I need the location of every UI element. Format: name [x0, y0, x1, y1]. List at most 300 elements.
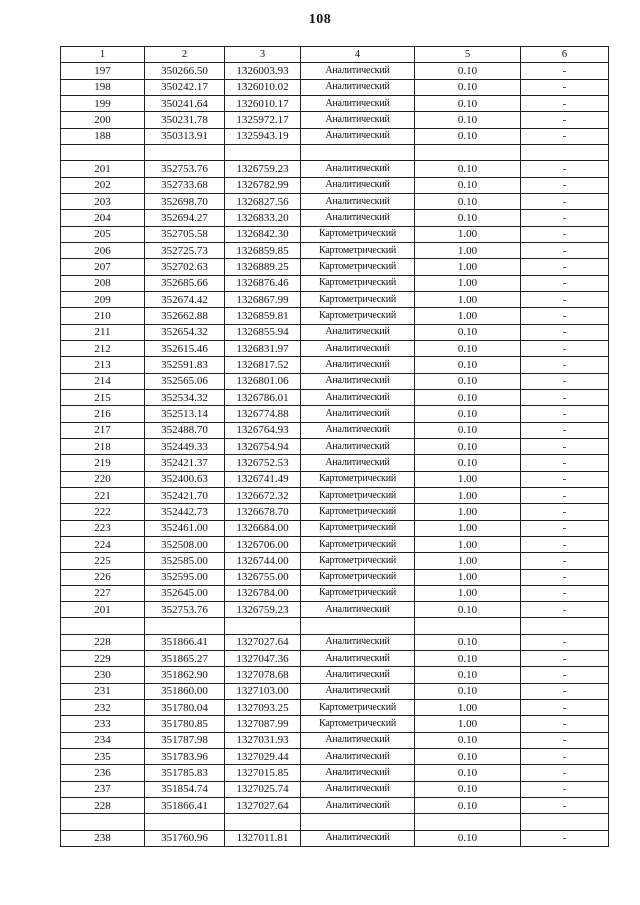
point-number-cell: 217	[61, 422, 145, 438]
point-number-cell: 188	[61, 128, 145, 144]
table-row	[61, 438, 609, 454]
note-cell: -	[521, 683, 609, 699]
x-coordinate-cell: 351780.04	[145, 700, 225, 716]
x-coordinate-cell: 351860.00	[145, 683, 225, 699]
note-cell: -	[521, 389, 609, 405]
y-coordinate-cell: 1326889.25	[225, 259, 301, 275]
coordinates-table	[60, 46, 609, 847]
y-coordinate-cell	[225, 144, 301, 160]
method-cell: Аналитический	[301, 357, 415, 373]
table-row	[61, 259, 609, 275]
accuracy-cell: 1.00	[415, 585, 521, 601]
header-cell: 1	[61, 47, 145, 63]
accuracy-cell: 0.10	[415, 683, 521, 699]
y-coordinate-cell: 1326010.02	[225, 79, 301, 95]
table-row	[61, 830, 609, 846]
table-row	[61, 226, 609, 242]
method-cell: Аналитический	[301, 798, 415, 814]
note-cell: -	[521, 749, 609, 765]
method-cell: Картометрический	[301, 716, 415, 732]
y-coordinate-cell: 1326827.56	[225, 193, 301, 209]
x-coordinate-cell	[145, 618, 225, 634]
y-coordinate-cell: 1326744.00	[225, 553, 301, 569]
y-coordinate-cell: 1326759.23	[225, 161, 301, 177]
note-cell: -	[521, 95, 609, 111]
x-coordinate-cell: 352461.00	[145, 520, 225, 536]
accuracy-cell: 0.10	[415, 373, 521, 389]
point-number-cell: 199	[61, 95, 145, 111]
point-number-cell: 225	[61, 553, 145, 569]
accuracy-cell: 1.00	[415, 226, 521, 242]
separator-row	[61, 814, 609, 830]
point-number-cell: 224	[61, 536, 145, 552]
x-coordinate-cell: 352595.00	[145, 569, 225, 585]
point-number-cell: 223	[61, 520, 145, 536]
method-cell: Аналитический	[301, 406, 415, 422]
note-cell: -	[521, 291, 609, 307]
method-cell: Аналитический	[301, 210, 415, 226]
point-number-cell: 202	[61, 177, 145, 193]
y-coordinate-cell: 1326774.88	[225, 406, 301, 422]
note-cell: -	[521, 161, 609, 177]
note-cell: -	[521, 765, 609, 781]
y-coordinate-cell: 1327015.85	[225, 765, 301, 781]
note-cell: -	[521, 471, 609, 487]
x-coordinate-cell: 351866.41	[145, 634, 225, 650]
point-number-cell: 208	[61, 275, 145, 291]
header-cell: 4	[301, 47, 415, 63]
table-row	[61, 406, 609, 422]
method-cell: Аналитический	[301, 63, 415, 79]
note-cell: -	[521, 340, 609, 356]
note-cell: -	[521, 569, 609, 585]
x-coordinate-cell: 351780.85	[145, 716, 225, 732]
note-cell: -	[521, 406, 609, 422]
note-cell: -	[521, 553, 609, 569]
method-cell: Аналитический	[301, 667, 415, 683]
x-coordinate-cell: 351787.98	[145, 732, 225, 748]
y-coordinate-cell: 1326859.81	[225, 308, 301, 324]
method-cell: Аналитический	[301, 340, 415, 356]
note-cell: -	[521, 422, 609, 438]
table-row	[61, 781, 609, 797]
point-number-cell: 204	[61, 210, 145, 226]
x-coordinate-cell: 352513.14	[145, 406, 225, 422]
x-coordinate-cell: 352488.70	[145, 422, 225, 438]
y-coordinate-cell: 1326752.53	[225, 455, 301, 471]
point-number-cell: 228	[61, 798, 145, 814]
x-coordinate-cell: 352674.42	[145, 291, 225, 307]
method-cell: Аналитический	[301, 193, 415, 209]
method-cell: Аналитический	[301, 602, 415, 618]
point-number-cell: 214	[61, 373, 145, 389]
x-coordinate-cell: 352565.06	[145, 373, 225, 389]
y-coordinate-cell: 1326741.49	[225, 471, 301, 487]
method-cell: Аналитический	[301, 112, 415, 128]
table-row	[61, 569, 609, 585]
accuracy-cell: 1.00	[415, 520, 521, 536]
note-cell: -	[521, 536, 609, 552]
point-number-cell: 201	[61, 161, 145, 177]
accuracy-cell: 0.10	[415, 406, 521, 422]
y-coordinate-cell: 1327087.99	[225, 716, 301, 732]
accuracy-cell: 0.10	[415, 128, 521, 144]
accuracy-cell: 0.10	[415, 161, 521, 177]
method-cell: Картометрический	[301, 308, 415, 324]
note-cell: -	[521, 602, 609, 618]
y-coordinate-cell: 1326003.93	[225, 63, 301, 79]
point-number-cell: 238	[61, 830, 145, 846]
method-cell: Аналитический	[301, 438, 415, 454]
note-cell: -	[521, 455, 609, 471]
y-coordinate-cell: 1327103.00	[225, 683, 301, 699]
method-cell: Аналитический	[301, 389, 415, 405]
method-cell	[301, 144, 415, 160]
note-cell: -	[521, 128, 609, 144]
x-coordinate-cell: 351785.83	[145, 765, 225, 781]
x-coordinate-cell: 352615.46	[145, 340, 225, 356]
table-row	[61, 324, 609, 340]
header-cell: 6	[521, 47, 609, 63]
y-coordinate-cell: 1327027.64	[225, 798, 301, 814]
accuracy-cell: 1.00	[415, 308, 521, 324]
point-number-cell: 215	[61, 389, 145, 405]
point-number-cell: 219	[61, 455, 145, 471]
y-coordinate-cell: 1326672.32	[225, 487, 301, 503]
table-row	[61, 683, 609, 699]
method-cell: Картометрический	[301, 291, 415, 307]
accuracy-cell: 1.00	[415, 569, 521, 585]
y-coordinate-cell: 1327078.68	[225, 667, 301, 683]
point-number-cell: 211	[61, 324, 145, 340]
y-coordinate-cell: 1326706.00	[225, 536, 301, 552]
note-cell: -	[521, 504, 609, 520]
y-coordinate-cell: 1327011.81	[225, 830, 301, 846]
method-cell: Картометрический	[301, 569, 415, 585]
page-number: 108	[308, 12, 332, 27]
x-coordinate-cell: 351866.41	[145, 798, 225, 814]
note-cell: -	[521, 63, 609, 79]
note-cell	[521, 618, 609, 634]
accuracy-cell: 0.10	[415, 324, 521, 340]
point-number-cell: 228	[61, 634, 145, 650]
x-coordinate-cell: 352442.73	[145, 504, 225, 520]
note-cell: -	[521, 716, 609, 732]
accuracy-cell: 1.00	[415, 259, 521, 275]
accuracy-cell: 0.10	[415, 177, 521, 193]
y-coordinate-cell: 1326855.94	[225, 324, 301, 340]
y-coordinate-cell: 1326764.93	[225, 422, 301, 438]
x-coordinate-cell: 352449.33	[145, 438, 225, 454]
accuracy-cell: 0.10	[415, 602, 521, 618]
y-coordinate-cell: 1325972.17	[225, 112, 301, 128]
accuracy-cell: 1.00	[415, 700, 521, 716]
note-cell: -	[521, 112, 609, 128]
point-number-cell: 206	[61, 242, 145, 258]
point-number-cell: 232	[61, 700, 145, 716]
table-row	[61, 520, 609, 536]
table-row	[61, 765, 609, 781]
x-coordinate-cell: 352698.70	[145, 193, 225, 209]
y-coordinate-cell: 1326759.23	[225, 602, 301, 618]
x-coordinate-cell: 351854.74	[145, 781, 225, 797]
accuracy-cell: 0.10	[415, 455, 521, 471]
accuracy-cell: 1.00	[415, 487, 521, 503]
method-cell: Картометрический	[301, 275, 415, 291]
note-cell: -	[521, 487, 609, 503]
table-row	[61, 275, 609, 291]
x-coordinate-cell: 352753.76	[145, 602, 225, 618]
point-number-cell: 222	[61, 504, 145, 520]
x-coordinate-cell: 352585.00	[145, 553, 225, 569]
method-cell: Аналитический	[301, 161, 415, 177]
method-cell: Аналитический	[301, 683, 415, 699]
note-cell: -	[521, 193, 609, 209]
point-number-cell: 235	[61, 749, 145, 765]
point-number-cell: 203	[61, 193, 145, 209]
x-coordinate-cell: 352702.63	[145, 259, 225, 275]
method-cell: Аналитический	[301, 749, 415, 765]
point-number-cell	[61, 618, 145, 634]
x-coordinate-cell: 351865.27	[145, 651, 225, 667]
point-number-cell: 230	[61, 667, 145, 683]
table-row	[61, 291, 609, 307]
accuracy-cell: 0.10	[415, 798, 521, 814]
table-row	[61, 389, 609, 405]
table-row	[61, 536, 609, 552]
method-cell: Аналитический	[301, 177, 415, 193]
note-cell: -	[521, 732, 609, 748]
point-number-cell: 226	[61, 569, 145, 585]
note-cell	[521, 144, 609, 160]
method-cell: Картометрический	[301, 259, 415, 275]
x-coordinate-cell: 352694.27	[145, 210, 225, 226]
method-cell: Аналитический	[301, 765, 415, 781]
table-row	[61, 79, 609, 95]
point-number-cell: 210	[61, 308, 145, 324]
x-coordinate-cell: 350313.91	[145, 128, 225, 144]
point-number-cell: 205	[61, 226, 145, 242]
method-cell: Аналитический	[301, 455, 415, 471]
y-coordinate-cell: 1327025.74	[225, 781, 301, 797]
point-number-cell: 220	[61, 471, 145, 487]
note-cell: -	[521, 275, 609, 291]
y-coordinate-cell: 1326755.00	[225, 569, 301, 585]
note-cell: -	[521, 520, 609, 536]
point-number-cell: 231	[61, 683, 145, 699]
y-coordinate-cell: 1326817.52	[225, 357, 301, 373]
table-row	[61, 357, 609, 373]
accuracy-cell: 1.00	[415, 716, 521, 732]
x-coordinate-cell: 350241.64	[145, 95, 225, 111]
note-cell: -	[521, 259, 609, 275]
method-cell: Аналитический	[301, 651, 415, 667]
note-cell: -	[521, 177, 609, 193]
table-row	[61, 177, 609, 193]
x-coordinate-cell: 351760.96	[145, 830, 225, 846]
accuracy-cell: 0.10	[415, 422, 521, 438]
method-cell: Аналитический	[301, 634, 415, 650]
x-coordinate-cell: 350231.78	[145, 112, 225, 128]
accuracy-cell: 0.10	[415, 732, 521, 748]
note-cell: -	[521, 210, 609, 226]
accuracy-cell: 0.10	[415, 830, 521, 846]
point-number-cell: 213	[61, 357, 145, 373]
method-cell: Аналитический	[301, 95, 415, 111]
accuracy-cell: 0.10	[415, 634, 521, 650]
point-number-cell: 198	[61, 79, 145, 95]
x-coordinate-cell	[145, 814, 225, 830]
method-cell: Картометрический	[301, 553, 415, 569]
x-coordinate-cell: 351862.90	[145, 667, 225, 683]
x-coordinate-cell: 352662.88	[145, 308, 225, 324]
method-cell: Аналитический	[301, 830, 415, 846]
y-coordinate-cell: 1327029.44	[225, 749, 301, 765]
note-cell: -	[521, 438, 609, 454]
accuracy-cell: 0.10	[415, 765, 521, 781]
note-cell: -	[521, 781, 609, 797]
point-number-cell: 209	[61, 291, 145, 307]
method-cell: Картометрический	[301, 487, 415, 503]
table-row	[61, 667, 609, 683]
note-cell: -	[521, 830, 609, 846]
table-row	[61, 340, 609, 356]
point-number-cell: 212	[61, 340, 145, 356]
method-cell: Аналитический	[301, 373, 415, 389]
x-coordinate-cell: 351783.96	[145, 749, 225, 765]
table-header-row	[61, 47, 609, 63]
method-cell	[301, 814, 415, 830]
x-coordinate-cell: 352705.58	[145, 226, 225, 242]
note-cell: -	[521, 373, 609, 389]
y-coordinate-cell: 1326684.00	[225, 520, 301, 536]
table-row	[61, 63, 609, 79]
method-cell: Аналитический	[301, 79, 415, 95]
y-coordinate-cell: 1326782.99	[225, 177, 301, 193]
method-cell: Картометрический	[301, 471, 415, 487]
table-row	[61, 242, 609, 258]
note-cell: -	[521, 634, 609, 650]
method-cell: Аналитический	[301, 422, 415, 438]
x-coordinate-cell: 350242.17	[145, 79, 225, 95]
y-coordinate-cell: 1327031.93	[225, 732, 301, 748]
accuracy-cell: 0.10	[415, 389, 521, 405]
point-number-cell: 229	[61, 651, 145, 667]
y-coordinate-cell: 1326010.17	[225, 95, 301, 111]
method-cell: Аналитический	[301, 324, 415, 340]
point-number-cell: 233	[61, 716, 145, 732]
accuracy-cell: 0.10	[415, 112, 521, 128]
method-cell: Картометрический	[301, 520, 415, 536]
x-coordinate-cell: 352421.70	[145, 487, 225, 503]
accuracy-cell: 1.00	[415, 275, 521, 291]
table-row	[61, 732, 609, 748]
table-row	[61, 504, 609, 520]
table-row	[61, 749, 609, 765]
y-coordinate-cell: 1326754.94	[225, 438, 301, 454]
y-coordinate-cell	[225, 814, 301, 830]
table-row	[61, 487, 609, 503]
note-cell: -	[521, 308, 609, 324]
point-number-cell: 216	[61, 406, 145, 422]
table-row	[61, 602, 609, 618]
table-row	[61, 471, 609, 487]
table-row	[61, 161, 609, 177]
y-coordinate-cell: 1327027.64	[225, 634, 301, 650]
y-coordinate-cell: 1326859.85	[225, 242, 301, 258]
table-row	[61, 798, 609, 814]
x-coordinate-cell: 352733.68	[145, 177, 225, 193]
accuracy-cell: 0.10	[415, 357, 521, 373]
point-number-cell	[61, 144, 145, 160]
method-cell: Картометрический	[301, 242, 415, 258]
accuracy-cell: 0.10	[415, 651, 521, 667]
x-coordinate-cell: 352534.32	[145, 389, 225, 405]
y-coordinate-cell: 1326784.00	[225, 585, 301, 601]
method-cell	[301, 618, 415, 634]
accuracy-cell: 1.00	[415, 504, 521, 520]
note-cell: -	[521, 357, 609, 373]
method-cell: Аналитический	[301, 128, 415, 144]
table-row	[61, 210, 609, 226]
note-cell	[521, 814, 609, 830]
x-coordinate-cell: 352400.63	[145, 471, 225, 487]
table-row	[61, 553, 609, 569]
point-number-cell: 207	[61, 259, 145, 275]
x-coordinate-cell: 352421.37	[145, 455, 225, 471]
table-row	[61, 716, 609, 732]
accuracy-cell: 1.00	[415, 536, 521, 552]
note-cell: -	[521, 700, 609, 716]
x-coordinate-cell: 352645.00	[145, 585, 225, 601]
method-cell: Картометрический	[301, 504, 415, 520]
y-coordinate-cell: 1326831.97	[225, 340, 301, 356]
header-cell: 3	[225, 47, 301, 63]
accuracy-cell: 1.00	[415, 553, 521, 569]
x-coordinate-cell: 352725.73	[145, 242, 225, 258]
accuracy-cell: 0.10	[415, 781, 521, 797]
table-row	[61, 308, 609, 324]
header-cell: 2	[145, 47, 225, 63]
method-cell: Картометрический	[301, 585, 415, 601]
y-coordinate-cell: 1326833.20	[225, 210, 301, 226]
point-number-cell: 227	[61, 585, 145, 601]
accuracy-cell: 0.10	[415, 95, 521, 111]
accuracy-cell	[415, 144, 521, 160]
y-coordinate-cell: 1326876.46	[225, 275, 301, 291]
accuracy-cell: 0.10	[415, 79, 521, 95]
accuracy-cell	[415, 814, 521, 830]
y-coordinate-cell: 1325943.19	[225, 128, 301, 144]
table-row	[61, 455, 609, 471]
point-number-cell: 218	[61, 438, 145, 454]
point-number-cell: 234	[61, 732, 145, 748]
y-coordinate-cell	[225, 618, 301, 634]
point-number-cell: 236	[61, 765, 145, 781]
y-coordinate-cell: 1326867.99	[225, 291, 301, 307]
x-coordinate-cell: 352654.32	[145, 324, 225, 340]
note-cell: -	[521, 651, 609, 667]
accuracy-cell: 0.10	[415, 749, 521, 765]
method-cell: Картометрический	[301, 700, 415, 716]
method-cell: Картометрический	[301, 536, 415, 552]
accuracy-cell: 0.10	[415, 667, 521, 683]
accuracy-cell: 1.00	[415, 471, 521, 487]
y-coordinate-cell: 1327047.36	[225, 651, 301, 667]
x-coordinate-cell: 352753.76	[145, 161, 225, 177]
accuracy-cell	[415, 618, 521, 634]
note-cell: -	[521, 79, 609, 95]
